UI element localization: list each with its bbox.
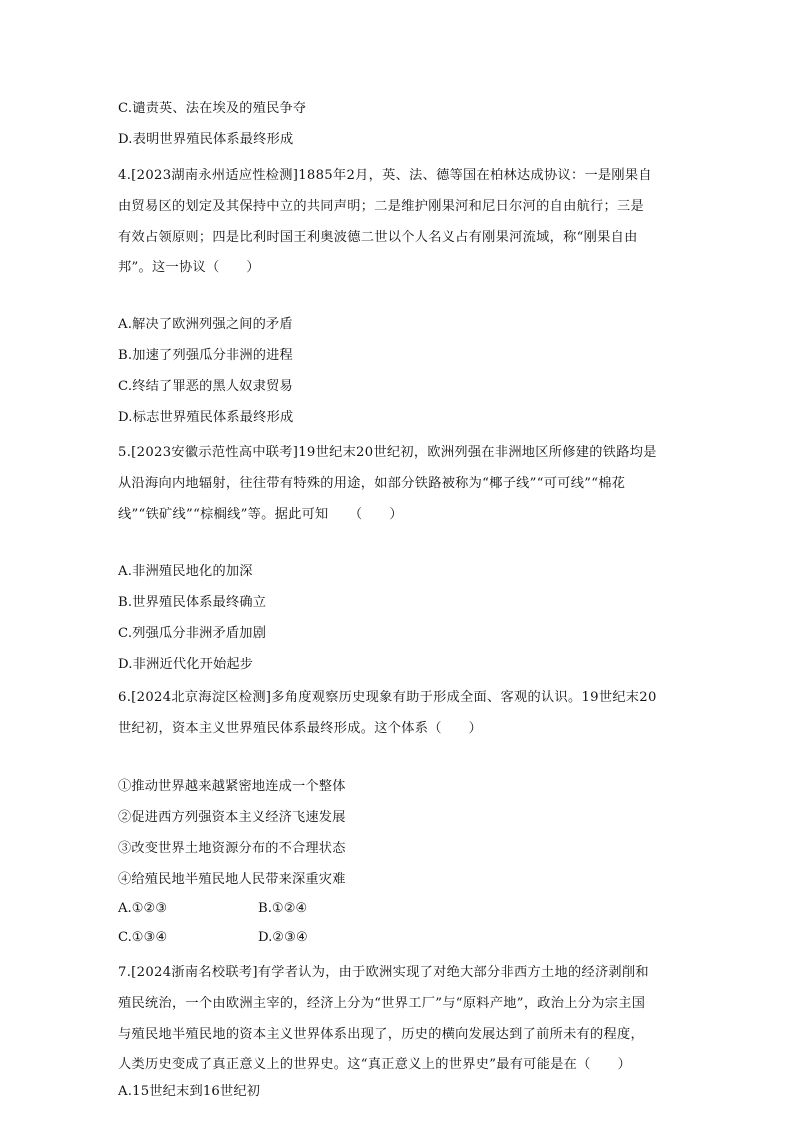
q6-option-c: C.①③④ xyxy=(118,930,168,945)
q5-option-b: B.世界殖民体系最终确立 xyxy=(118,595,267,610)
q3-option-c: C.谴责英、法在埃及的殖民争夺 xyxy=(118,101,307,116)
q7-stem-line: 7.[2024浙南名校联考]有学者认为，由于欧洲实现了对绝大部分非西方土地的经济剥削和 xyxy=(118,965,649,980)
q7-stem xyxy=(118,958,676,1081)
q6-item-1: ①推动世界越来越紧密地连成一个整体 xyxy=(118,779,346,794)
q4-stem-line: 邦”。这一协议（ ） xyxy=(118,260,260,276)
q7-option-a: A.15世纪末到16世纪初 xyxy=(118,1084,261,1099)
q4-stem-line: 由贸易区的划定及其保持中立的共同声明；二是维护刚果河和尼日尔河的自由航行；三是 xyxy=(118,198,645,214)
q6-option-a: A.①②③ xyxy=(118,901,168,916)
q5-stem-line: 从沿海向内地辐射，往往带有特殊的用途，如部分铁路被称为“椰子线”“可可线”“棉花 xyxy=(118,475,626,491)
q5-stem xyxy=(118,438,676,530)
q5-option-d: D.非洲近代化开始起步 xyxy=(118,657,254,672)
q6-item-4: ④给殖民地半殖民地人民带来深重灾难 xyxy=(118,872,346,887)
q6-item-3: ③改变世界土地资源分布的不合理状态 xyxy=(118,841,346,856)
q6-stem-line: 6.[2024北京海淀区检测]多角度观察历史现象有助于形成全面、客观的认识。19世纪末20 xyxy=(118,690,657,705)
q5-stem-line: 线”“铁矿线”“棕榈线”等。据此可知 （ ） xyxy=(118,506,403,522)
q4-stem xyxy=(118,161,676,284)
q4-stem-line: 有效占领原则；四是比利时国王利奥波德二世以个人名义占有刚果河流域，称“刚果自由 xyxy=(118,229,638,245)
q3-option-d: D.表明世界殖民体系最终形成 xyxy=(118,132,294,147)
q6-item-2: ②促进西方列强资本主义经济飞速发展 xyxy=(118,810,346,825)
q5-option-a: A.非洲殖民地化的加深 xyxy=(118,564,253,579)
q4-option-a: A.解决了欧洲列强之间的矛盾 xyxy=(118,317,293,332)
q4-option-d: D.标志世界殖民体系最终形成 xyxy=(118,410,294,425)
q6-option-b: B.①②④ xyxy=(258,901,308,916)
q6-stem-line: 世纪初，资本主义世界殖民体系最终形成。这个体系（ ） xyxy=(118,720,483,736)
q6-stem xyxy=(118,683,676,745)
q4-option-c: C.终结了罪恶的黑人奴隶贸易 xyxy=(118,379,293,394)
q7-stem-line: 人类历史变成了真正意义上的世界史。这“真正意义上的世界史”最有可能是在（ ） xyxy=(118,1057,632,1073)
q5-stem-line: 5.[2023安徽示范性高中联考]19世纪末20世纪初，欧洲列强在非洲地区所修建的铁路均是 xyxy=(118,445,657,460)
q7-stem-line: 殖民统治，一个由欧洲主宰的，经济上分为“世界工厂”与“原料产地”，政治上分为宗主国 xyxy=(118,995,646,1011)
q7-stem-line: 与殖民地半殖民地的资本主义世界体系出现了，历史的横向发展达到了前所未有的程度， xyxy=(118,1026,645,1042)
q6-option-d: D.②③④ xyxy=(258,930,308,945)
q5-option-c: C.列强瓜分非洲矛盾加剧 xyxy=(118,626,267,641)
q4-option-b: B.加速了列强瓜分非洲的进程 xyxy=(118,348,293,363)
q4-stem-line: 4.[2023湖南永州适应性检测]1885年2月，英、法、德等国在柏林达成协议：一是刚果自 xyxy=(118,168,652,183)
